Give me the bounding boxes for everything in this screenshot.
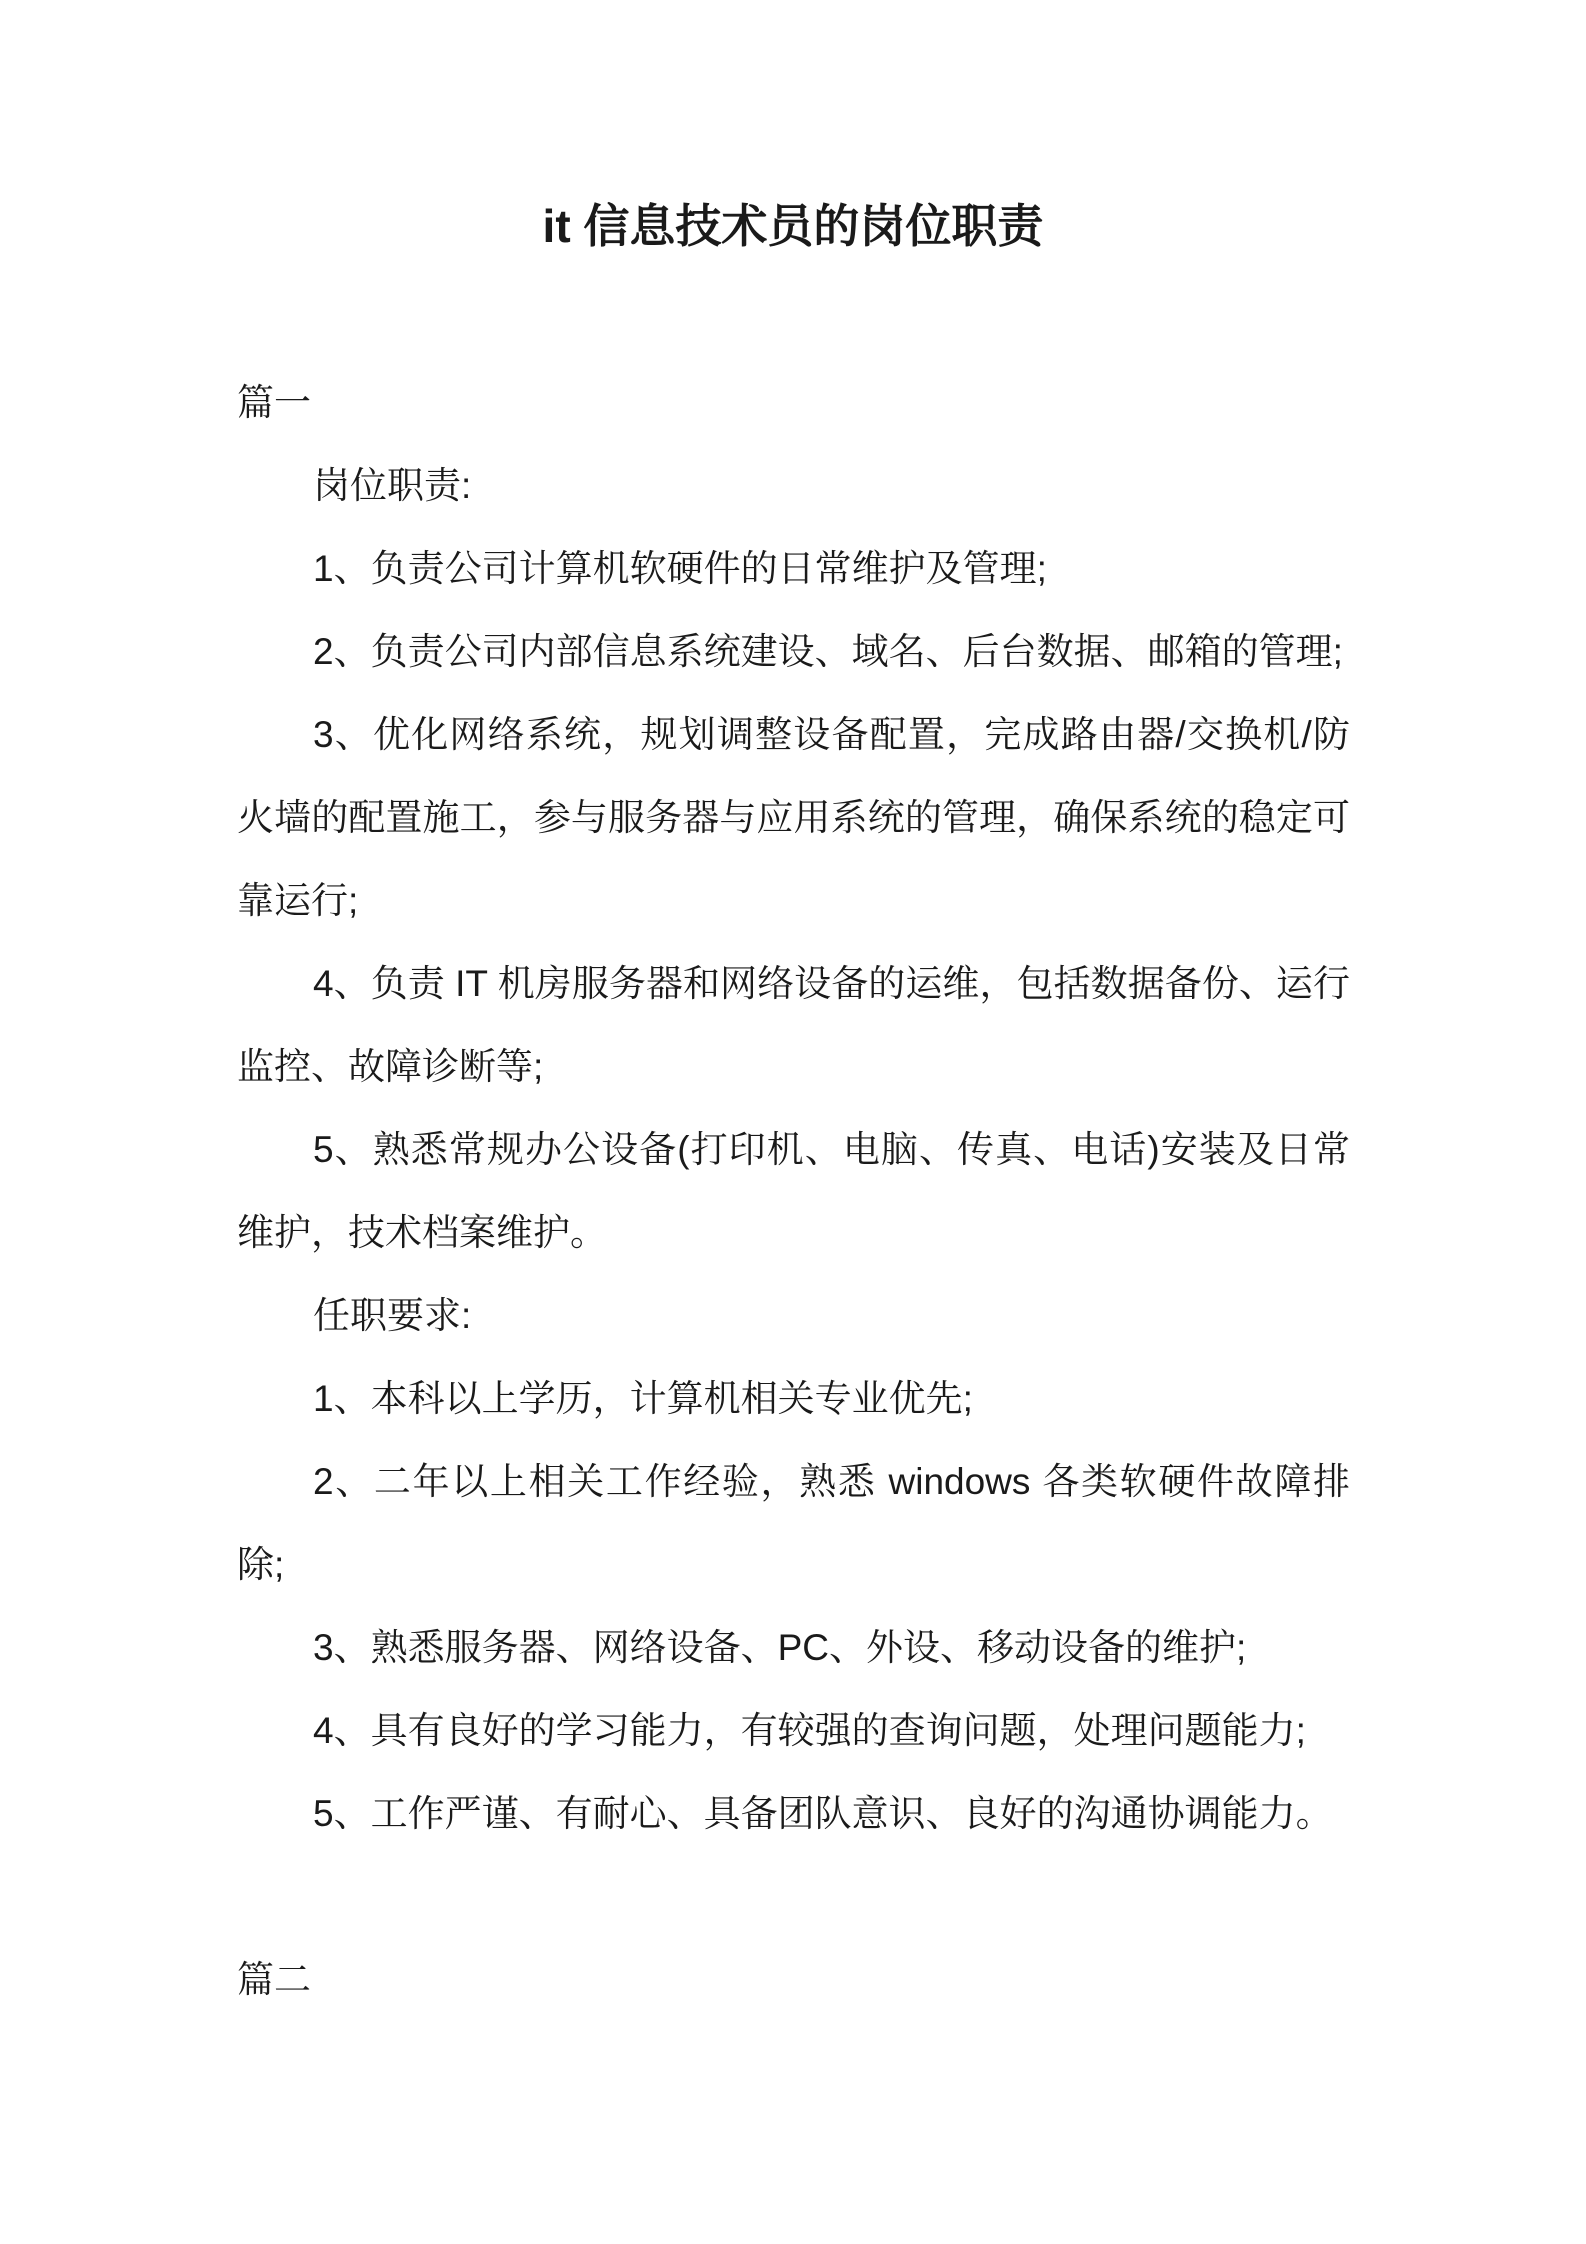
paragraph-line: 2、二年以上相关工作经验，熟悉 windows 各类软硬件故障排 <box>313 1461 1350 1502</box>
section-heading: 篇一 <box>237 382 311 423</box>
paragraph-line: 任职要求: <box>313 1295 472 1336</box>
paragraph-line: 4、具有良好的学习能力，有较强的查询问题，处理问题能力; <box>313 1710 1306 1751</box>
paragraph-line: 3、优化网络系统，规划调整设备配置，完成路由器/交换机/防 <box>313 714 1350 755</box>
paragraph-line: 1、负责公司计算机软硬件的日常维护及管理; <box>313 548 1047 589</box>
paragraph-line: 2、负责公司内部信息系统建设、域名、后台数据、邮箱的管理; <box>313 631 1343 672</box>
paragraph-line: 火墙的配置施工，参与服务器与应用系统的管理，确保系统的稳定可 <box>237 797 1350 838</box>
paragraph-line: 4、负责 IT 机房服务器和网络设备的运维，包括数据备份、运行 <box>313 963 1350 1004</box>
paragraph-line: 5、熟悉常规办公设备(打印机、电脑、传真、电话)安装及日常 <box>313 1129 1350 1170</box>
paragraph-line: 1、本科以上学历，计算机相关专业优先; <box>313 1378 973 1419</box>
paragraph-line: 3、熟悉服务器、网络设备、PC、外设、移动设备的维护; <box>313 1627 1247 1668</box>
paragraph-line: 靠运行; <box>237 880 359 921</box>
section-heading: 篇二 <box>237 1959 311 2000</box>
paragraph-line: 维护，技术档案维护。 <box>237 1212 607 1253</box>
paragraph-line: 5、工作严谨、有耐心、具备团队意识、良好的沟通协调能力。 <box>313 1793 1333 1834</box>
document-title: it 信息技术员的岗位职责 <box>542 200 1044 252</box>
paragraph-line: 除; <box>237 1544 285 1585</box>
document-body <box>0 361 1586 2021</box>
paragraph-line: 监控、故障诊断等; <box>237 1046 544 1087</box>
paragraph-line: 岗位职责: <box>313 465 472 506</box>
